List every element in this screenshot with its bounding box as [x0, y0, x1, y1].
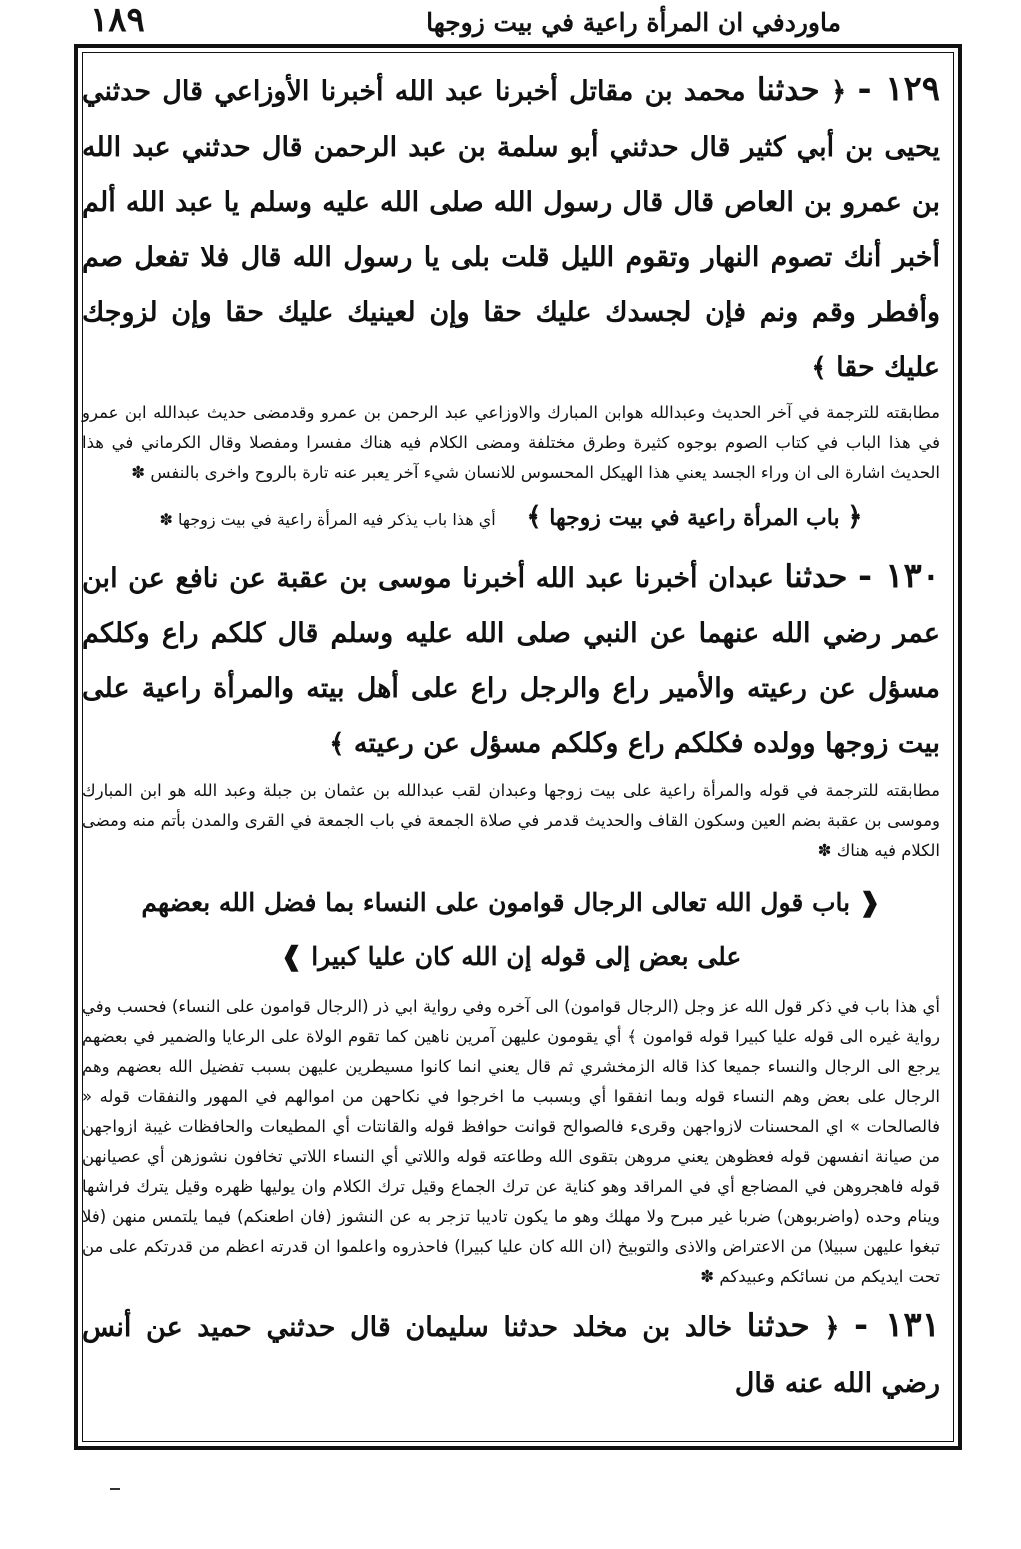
ornament-open: ﴿: [830, 77, 847, 107]
ornament-open: ❰: [858, 888, 881, 918]
hadith-number: ١٢٩ -: [857, 69, 941, 109]
ornament-close: ❱: [280, 942, 303, 972]
running-header: [90, 0, 951, 40]
hadith-number: ١٣٠ -: [858, 556, 941, 596]
hadith-lead-word: حدثنا: [784, 559, 848, 595]
hadith-lead-word: حدثنا: [746, 1308, 810, 1344]
hadith-number: ١٣١ -: [854, 1305, 940, 1345]
hadith-lead-word: حدثنا: [756, 72, 820, 108]
chapter-heading-line-2: [82, 930, 940, 984]
page-body: [82, 62, 940, 1411]
chapter-heading-men-maintainers: [82, 876, 940, 984]
ornament-close: ﴾: [526, 502, 542, 532]
hadith-130: [82, 549, 940, 772]
hadith-131: [82, 1298, 940, 1411]
commentary-130: مطابقته للترجمة في قوله والمرأة راعية على بيت زوجها وعبدان لقب عبدالله بن عثمان بن جبلة وعبد الله هو ابن المبارك وموسى بن عقبة بضم العين وسكون القاف والحديث قدمر في صلاة الجمعة في باب الجمعة في القرى والمدن بأتم منه ومضى الكلام فيه هناك ✽: [82, 781, 940, 860]
print-speck: [110, 1488, 120, 1490]
chapter-title: باب المرأة راعية في بيت زوجها: [549, 505, 840, 531]
chapter-title-line-2: على بعض إلى قوله إن الله كان عليا كبيرا: [311, 942, 742, 971]
ornament-open: ﴿: [824, 1313, 840, 1343]
hadith-text: خالد بن مخلد حدثنا سليمان قال حدثني حميد عن أنس رضي الله عنه قال: [82, 1312, 940, 1399]
hadith-129: [82, 62, 940, 396]
chapter-heading-wife-guardian: [82, 492, 940, 545]
commentary-chapter-2: أي هذا باب في ذكر قول الله عز وجل (الرجال قوامون) الى آخره وفي رواية ابي ذر (الرجال قوامون على النساء) فحسب وفي رواية غيره الى قوله عليا كبيرا قوله قوامون ﴾ أي يقومون عليهن آمرين ناهين كما تقوم الولاة على الرعايا والضمير في بعضهم يرجع الى الرجال والنساء جميعا كذا قاله الزمخشري ثم قال يعني انما كانوا مسيطرين عليهن بسبب تفضيل الله بعضهم وهم الرجال على بعض وهم النساء قوله وبما انفقوا أي وبسبب ما اخرجوا في نكاحهن من اموالهم في المهور والنفقات قوله « فالصالحات » اي المحسنات لازواجهن وقرىء فالصوالح قوانت حوافظ قوله والقانتات أي المطيعات والحافظات غيبة ازواجهن من صيانة انفسهن قوله فعظوهن يعني مروهن بتقوى الله وطاعته قوله واللاتي أي النساء اللاتي تخافون نشوزهن أي عصيانهن قوله فاهجروهن في المضاجع أي في المراقد وهو كناية عن ترك الجماع وقيل ترك الكلام وان يوليها ظهره وقيل يترك فراشها وينام وحده (واضربوهن) ضربا غير مبرح ولا مهلك وهو ما يكون تاديبا تزجر به عن النشوز (فان اطعنكم) فيما يلتمس منهن (فلا تبغوا عليهن سبيلا) من الاعتراض والاذى والتوبيخ (ان الله كان عليا كبيرا) فاحذروه واعلموا ان قدرته اعظم من قدرتكم على من تحت ايديكم من نسائكم وعبيدكم ✽: [82, 997, 940, 1286]
chapter-note: أي هذا باب يذكر فيه المرأة راعية في بيت زوجها ✽: [159, 510, 496, 529]
header-title: ماوردفي ان المرأة راعية في بيت زوجها: [426, 8, 841, 37]
hadith-text: محمد بن مقاتل أخبرنا عبد الله أخبرنا الأوزاعي قال حدثني يحيى بن أبي كثير قال حدثني أبو سلمة بن عبد الرحمن قال حدثني عبد الله بن عمرو بن العاص قال قال رسول الله صلى الله عليه وسلم يا عبد الله ألم أخبر أنك تصوم النهار وتقوم الليل قلت بلى يا رسول الله قال فلا تفعل صم وأفطر وقم ونم فإن لجسدك عليك حقا وإن لعينيك عليك حقا وإن لزوجك عليك حقا: [82, 76, 940, 383]
ornament-close: ﴾: [811, 353, 827, 383]
page-number: ١٨٩: [90, 0, 145, 40]
ornament-close: ﴾: [329, 729, 345, 759]
hadith-text: عبدان أخبرنا عبد الله أخبرنا موسى بن عقبة عن نافع عن ابن عمر رضي الله عنهما عن النبي صلى الله عليه وسلم قال كلكم راع وكلكم مسؤل عن رعيته والأمير راع والرجل راع على أهل بيته والمرأة راعية على بيت زوجها وولده فكلكم راع وكلكم مسؤل عن رعيته: [82, 563, 940, 759]
chapter-title-line-1: باب قول الله تعالى الرجال قوامون على النساء بما فضل الله بعضهم: [141, 888, 851, 917]
ornament-open: ﴿: [847, 502, 863, 532]
commentary-129: مطابقته للترجمة في آخر الحديث وعبدالله هوابن المبارك والاوزاعي عبد الرحمن بن عمرو وقدمضى حديث عبدالله ابن عمرو في هذا الباب في كتاب الصوم بوجوه كثيرة وطرق مختلفة ومضى الكلام فيه هناك مفسرا ومفصلا وقال الكرماني في هذا الحديث اشارة الى ان وراء الجسد يعني هذا الهيكل المحسوس للانسان شيء آخر يعبر عنه تارة بالروح واخرى بالنفس ✽: [82, 403, 940, 482]
chapter-heading-line-1: [82, 876, 940, 930]
